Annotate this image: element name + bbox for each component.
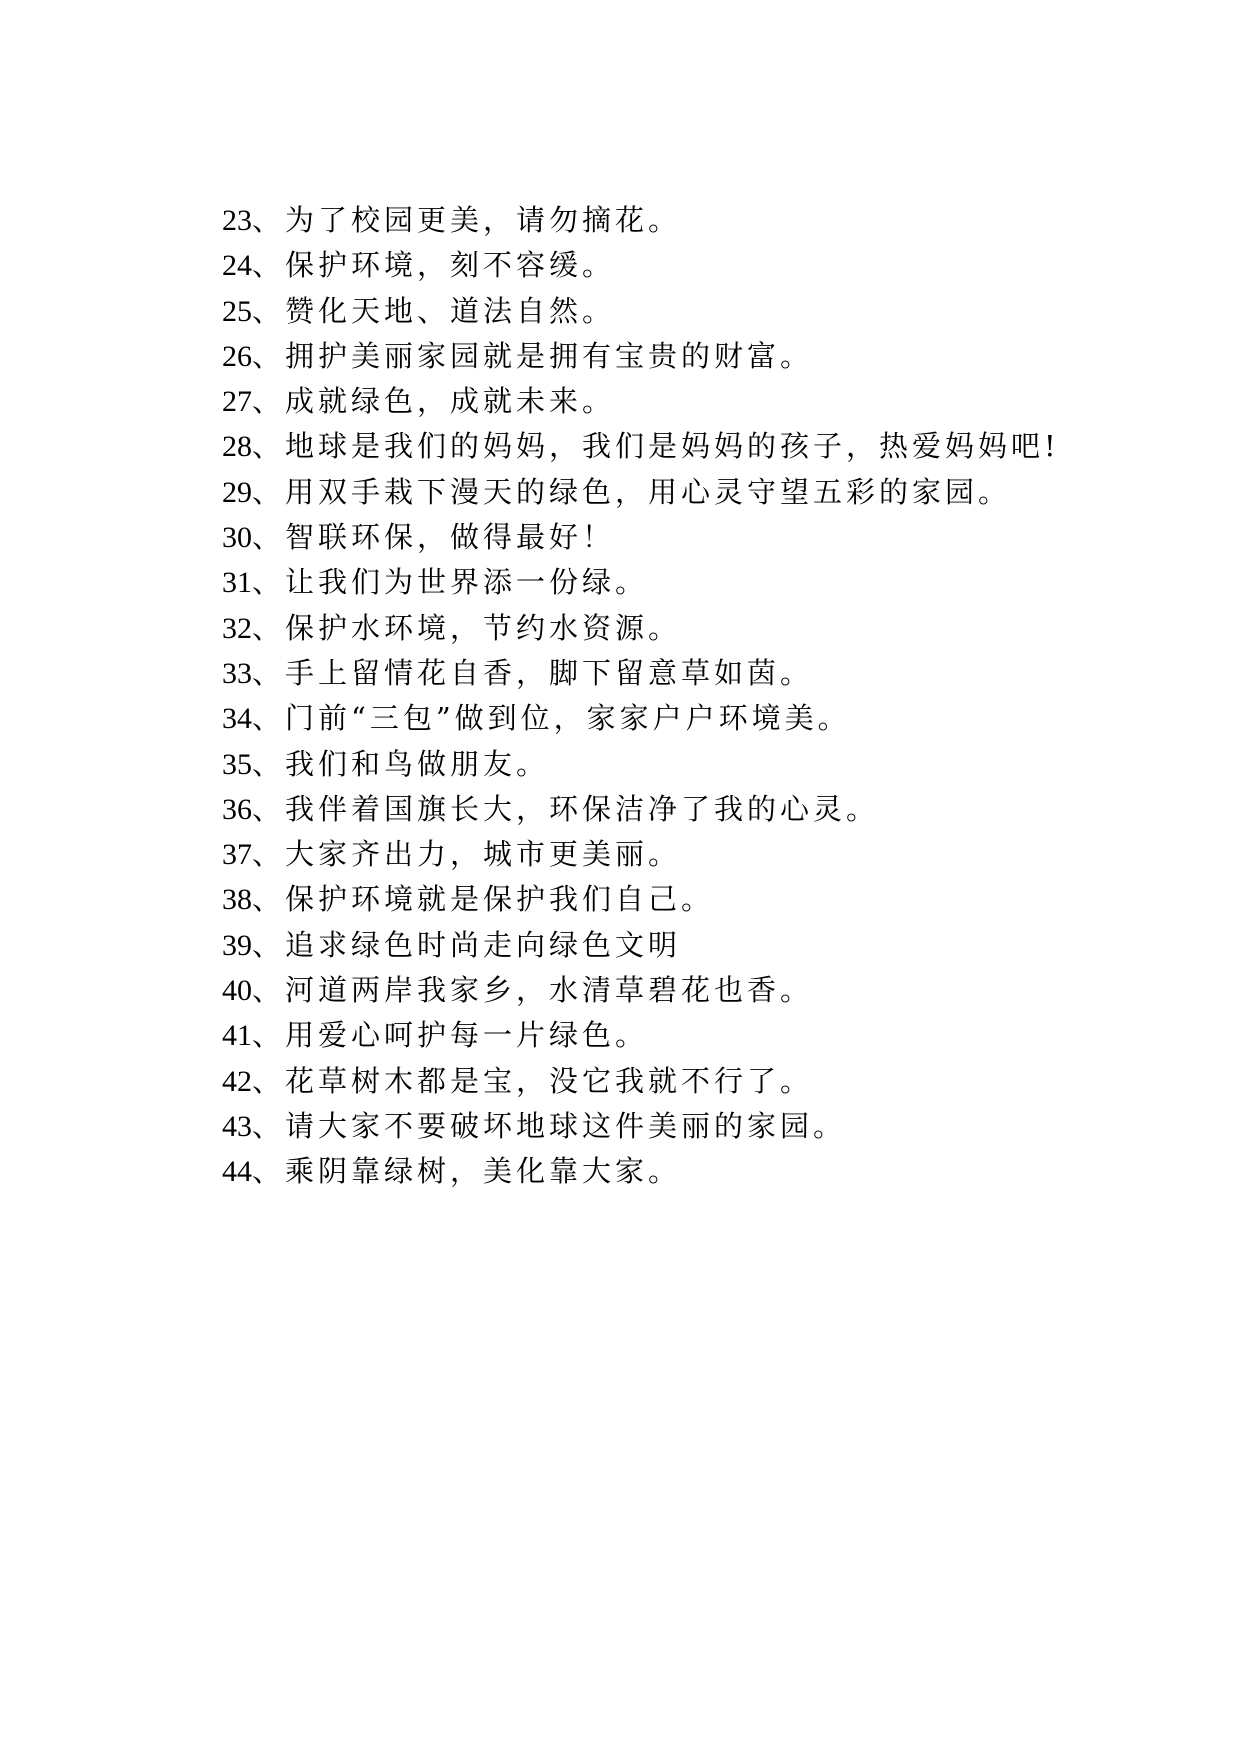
slogan-line: [222, 1149, 1122, 1194]
slogan-number: 28: [222, 430, 252, 464]
slogan-text: 、大家齐出力，城市更美丽。: [252, 837, 682, 872]
slogan-line: [222, 379, 1122, 424]
slogan-line: [222, 334, 1122, 379]
slogan-line: [222, 968, 1122, 1013]
slogan-number: 32: [222, 611, 252, 645]
slogan-text: 、为了校园更美，请勿摘花。: [252, 203, 682, 237]
slogan-number: 31: [222, 566, 252, 600]
slogan-line: [222, 787, 1122, 832]
slogan-text: 、拥护美丽家园就是拥有宝贵的财富。: [252, 338, 814, 373]
slogan-number: 23: [222, 204, 252, 237]
slogan-line: [222, 424, 1122, 469]
slogan-number: 25: [222, 294, 252, 328]
slogan-line: [222, 289, 1122, 334]
slogan-number: 33: [222, 656, 252, 690]
slogan-text: 、乘阴靠绿树，美化靠大家。: [252, 1154, 682, 1189]
slogan-text: 、河道两岸我家乡，水清草碧花也香。: [252, 973, 814, 1008]
slogan-text: 、手上留情花自香，脚下留意草如茵。: [252, 655, 814, 690]
slogan-line: [222, 742, 1122, 787]
slogan-text: 、地球是我们的妈妈，我们是妈妈的孩子，热爱妈妈吧!: [252, 429, 1060, 464]
slogan-text: 、用爱心呵护每一片绿色。: [252, 1018, 649, 1053]
slogan-text: 、让我们为世界添一份绿。: [252, 565, 649, 600]
slogan-number: 44: [222, 1155, 252, 1189]
slogan-text: 、成就绿色，成就未来。: [252, 384, 616, 419]
slogan-line: [222, 1104, 1122, 1149]
slogan-text: 、我伴着国旗长大，环保洁净了我的心灵。: [252, 791, 880, 826]
slogan-line: [222, 696, 1122, 741]
slogan-text: 、智联环保，做得最好！: [252, 520, 616, 555]
slogan-number: 37: [222, 838, 252, 872]
slogan-list: [222, 198, 1122, 1195]
slogan-number: 38: [222, 883, 252, 917]
slogan-text: 、请大家不要破坏地球这件美丽的家园。: [252, 1108, 847, 1143]
slogan-text: 、花草树木都是宝，没它我就不行了。: [252, 1063, 814, 1098]
slogan-line: [222, 1013, 1122, 1058]
slogan-line: [222, 832, 1122, 877]
slogan-text: 、我们和鸟做朋友。: [252, 746, 550, 781]
slogan-line: [222, 470, 1122, 515]
slogan-text: 、追求绿色时尚走向绿色文明: [252, 927, 682, 962]
slogan-number: 40: [222, 974, 252, 1008]
slogan-text: 、门前“三包”做到位，家家户户环境美。: [252, 701, 851, 736]
slogan-line: [222, 877, 1122, 922]
slogan-text: 、赞化天地、道法自然。: [252, 293, 616, 328]
slogan-line: [222, 560, 1122, 605]
slogan-line: [222, 606, 1122, 651]
slogan-number: 42: [222, 1064, 252, 1098]
slogan-line: [222, 923, 1122, 968]
slogan-number: 36: [222, 792, 252, 826]
slogan-number: 34: [222, 702, 252, 736]
slogan-number: 41: [222, 1019, 252, 1053]
slogan-text: 、用双手栽下漫天的绿色，用心灵守望五彩的家园。: [252, 474, 1012, 509]
slogan-number: 26: [222, 339, 252, 373]
slogan-text: 、保护水环境，节约水资源。: [252, 610, 682, 645]
slogan-line: [222, 1059, 1122, 1104]
slogan-number: 29: [222, 475, 252, 509]
slogan-number: 39: [222, 928, 252, 962]
slogan-number: 35: [222, 747, 252, 781]
slogan-number: 43: [222, 1109, 252, 1143]
slogan-line: [222, 243, 1122, 288]
slogan-line: [222, 198, 1122, 243]
slogan-number: 30: [222, 521, 252, 555]
slogan-number: 24: [222, 249, 252, 283]
slogan-line: [222, 651, 1122, 696]
slogan-text: 、保护环境就是保护我们自己。: [252, 882, 715, 917]
slogan-number: 27: [222, 385, 252, 419]
slogan-line: [222, 515, 1122, 560]
slogan-text: 、保护环境，刻不容缓。: [252, 248, 616, 283]
